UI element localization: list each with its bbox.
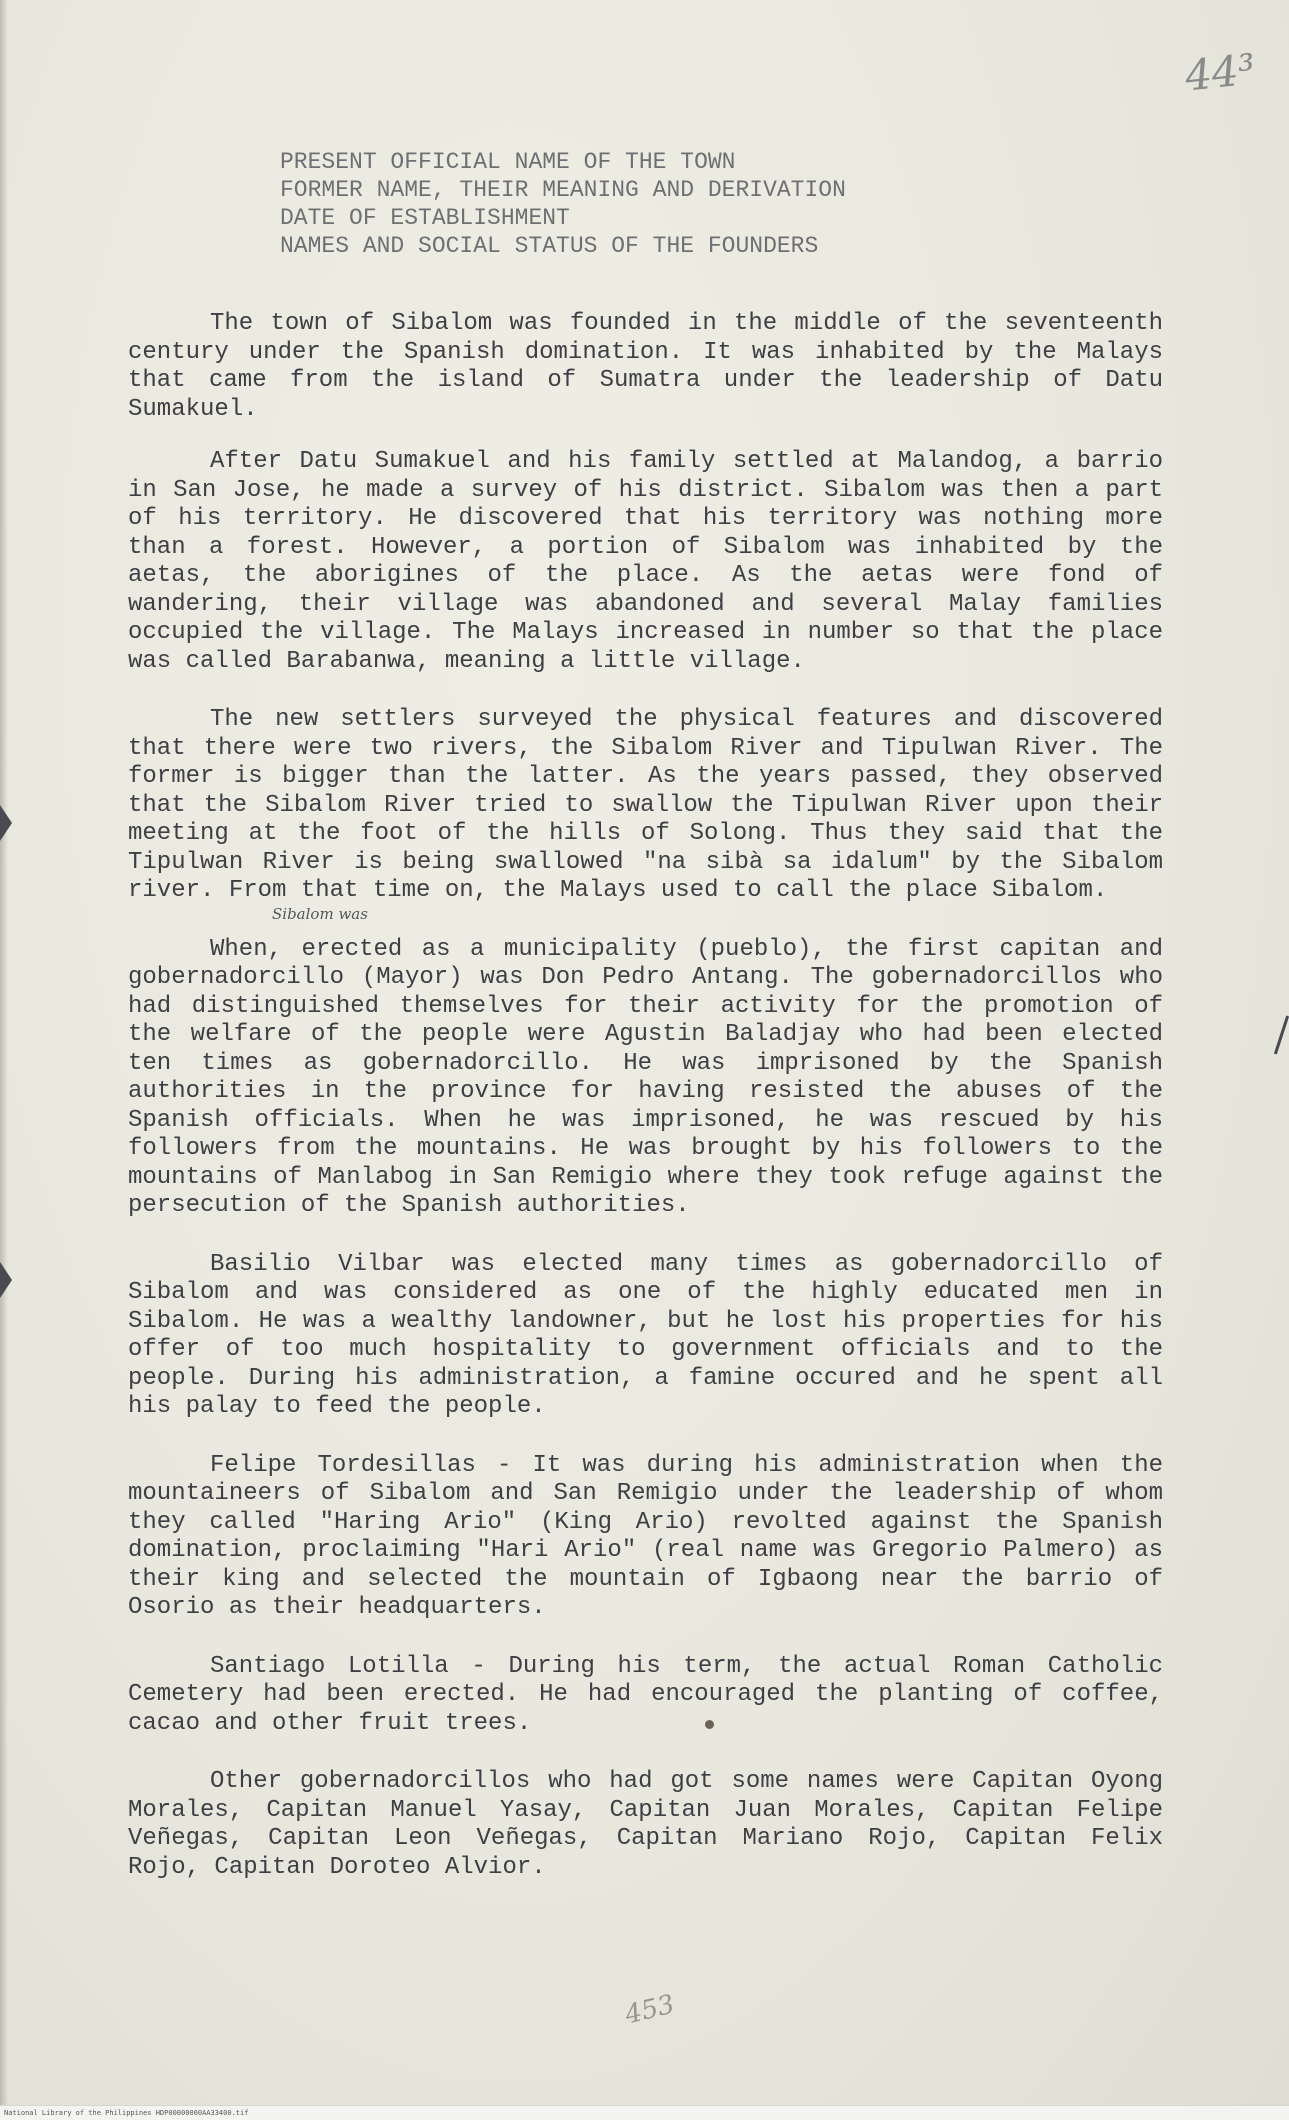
paragraph-basilio-vilbar: Basilio Vilbar was elected many times as gobernadorcillo of Sibalom and was considered as one of the highly educated men in Sibalom. He was a wealthy landowner, but he lost his properties for his offer of too much hospitality to government officials and to the people. During his administration, a famine occured and he spent all his palay to feed the people. [128, 1250, 1163, 1420]
header-line: NAMES AND SOCIAL STATUS OF THE FOUNDERS [280, 233, 819, 259]
paragraph-other-gobernadorcillos: Other gobernadorcillos who had got some names were Capitan Oyong Morales, Capitan Manuel Yasay, Capitan Juan Morales, Capitan Felipe Veñegas, Capitan Leon Veñegas, Capitan Mariano Rojo, Capitan Felix Rojo, Capitan Doroteo Alvior. [128, 1768, 1163, 1881]
paragraph-santiago-lotilla: Santiago Lotilla - During his term, the actual Roman Catholic Cemetery had been erected. He had encouraged the planting of coffee, cacao and other fruit trees. [128, 1652, 1163, 1737]
paragraph-felipe-tordesillas: Felipe Tordesillas - It was during his administration when the mountaineers of Sibalom and San Remigio under the leadership of whom they called "Haring Ario" (King Ario) revolted against the Spanish domination, proclaiming "Hari Ario" (real name was Gregorio Palmero) as their king and selected the mountain of Igbaong near the barrio of Osorio as their headquarters. [128, 1451, 1163, 1621]
page-edge-shadow [0, 0, 8, 2105]
paragraph-founding: The town of Sibalom was founded in the middle of the seventeenth century under the Spanish domination. It was inhabited by the Malays that came from the island of Sumatra under the leadership of Datu Sumakuel. [128, 310, 1163, 423]
ink-spot [705, 1720, 714, 1729]
handwritten-insertion: Sibalom was [272, 905, 368, 923]
header-line: PRESENT OFFICIAL NAME OF THE TOWN [280, 149, 736, 175]
paragraph-gobernadorcillos: When, erected as a municipality (pueblo), the first capitan and gobernadorcillo (Mayor) was Don Pedro Antang. The gobernadorcillos who had distinguished themselves for their activity for the promotion of the welfare of the people were Agustin Baladjay who had been elected ten times as gobernadorcillo. He was imprisoned by the Spanish authorities in the province for having resisted the abuses of the Spanish officials. When he was imprisoned, he was rescued by his followers from the mountains. He was brought by his followers to the mountains of Manlabog in San Remigio where they took refuge against the persecution of the Spanish authorities. [128, 935, 1163, 1219]
page-number: 453 [622, 1989, 678, 2031]
section-header [280, 148, 980, 260]
paragraph-datu-sumakuel: After Datu Sumakuel and his family settled at Malandog, a barrio in San Jose, he made a survey of his district. Sibalom was then a part of his territory. He discovered that his territory was nothing more than a forest. However, a portion of Sibalom was inhabited by the aetas, the aborigines of the place. As the aetas were fond of wandering, their village was abandoned and several Malay families occupied the village. The Malays increased in number so that the place was called Barabanwa, meaning a little village. [128, 448, 1163, 675]
header-line: DATE OF ESTABLISHMENT [280, 205, 570, 231]
scan-footer-caption: National Library of the Philippines HDP00000000AA33400.tif [0, 2106, 1289, 2120]
document-body [128, 310, 1163, 1906]
header-line: FORMER NAME, THEIR MEANING AND DERIVATION [280, 177, 846, 203]
folio-mark: 44³ [1182, 44, 1258, 101]
paragraph-rivers: The new settlers surveyed the physical features and discovered that there were two rivers, the Sibalom River and Tipulwan River. The former is bigger than the latter. As the years passed, they observed that the Sibalom River tried to swallow the Tipulwan River upon their meeting at the foot of the hills of Solong. Thus they said that the Tipulwan River is being swallowed "na sibà sa idalum" by the Sibalom river. From that time on, the Malays used to call the place Sibalom. [128, 706, 1163, 904]
